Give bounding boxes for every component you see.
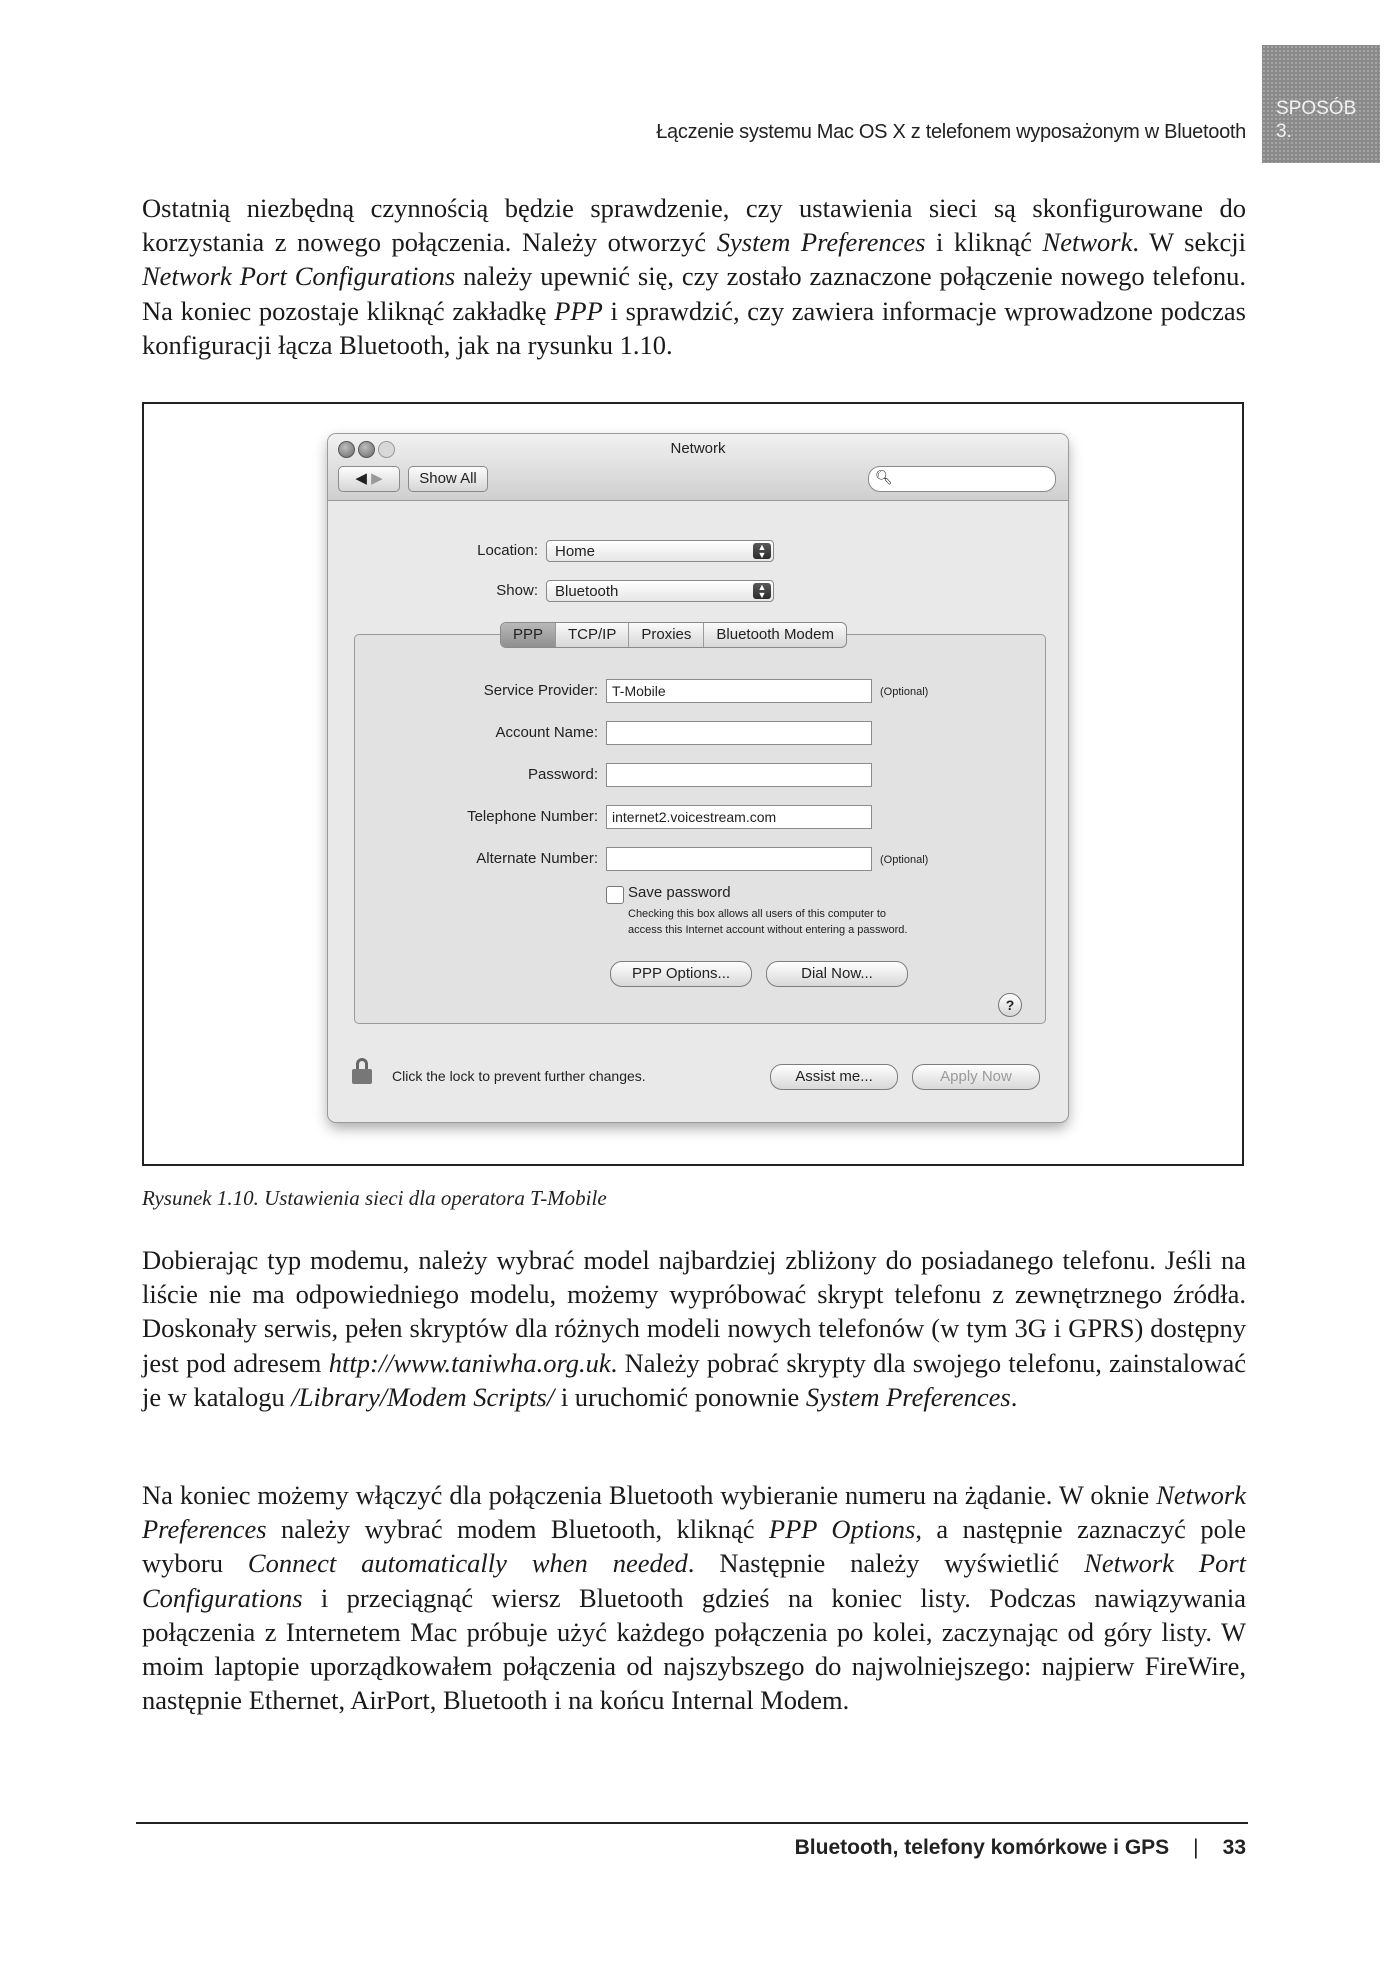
lock-icon[interactable] bbox=[352, 1058, 374, 1084]
italic-term: PPP bbox=[554, 295, 603, 326]
ppp-options-button[interactable]: PPP Options... bbox=[610, 961, 752, 987]
text-run: Na koniec możemy włączyć dla połączenia Bluetooth wybieranie numeru na żądanie. W oknie bbox=[142, 1480, 1157, 1510]
text-run: i przeciągnąć wiersz Bluetooth gdzieś na koniec listy. Podczas nawiązywania połączenia z Internetem Mac próbuje użyć każdego połączenia po kolei, zaczynając od góry listy. W moim laptopie uporządkowałem połączenia od najszybszego do najwolniejszego: najpierw FireWire, następnie Ethernet, AirPort, Bluetooth i na końcu Internal Modem. bbox=[142, 1582, 1246, 1716]
running-header: Łączenie systemu Mac OS X z telefonem wyposażonym w Bluetooth bbox=[656, 121, 1246, 143]
assist-me-button[interactable]: Assist me... bbox=[770, 1064, 898, 1090]
account-name-label: Account Name: bbox=[495, 724, 598, 741]
page-footer bbox=[795, 1836, 1246, 1860]
back-forward-button[interactable] bbox=[338, 466, 400, 492]
text-run: i kliknąć bbox=[925, 227, 1043, 258]
text-run: i sprawdzić, czy zawiera informacje wprowadzone podczas konfiguracji łącza Bluetooth, jak na rysunku 1.10. bbox=[142, 295, 1246, 360]
location-label: Location: bbox=[477, 542, 538, 559]
password-field[interactable] bbox=[606, 763, 872, 787]
location-select[interactable] bbox=[546, 540, 774, 562]
telephone-number-field[interactable]: internet2.voicestream.com bbox=[606, 805, 872, 829]
italic-term: System Preferences bbox=[805, 1381, 1011, 1412]
footer-rule bbox=[136, 1822, 1248, 1824]
updown-arrows-icon: ▲ ▼ bbox=[753, 543, 771, 559]
tab-bluetooth-modem[interactable]: Bluetooth Modem bbox=[716, 626, 834, 643]
tab-bar bbox=[500, 622, 847, 648]
alternate-number-field[interactable] bbox=[606, 847, 872, 871]
help-button[interactable]: ? bbox=[998, 993, 1022, 1017]
save-password-note-line: Checking this box allows all users of this computer to bbox=[628, 908, 887, 920]
paragraph-modem bbox=[142, 1243, 1246, 1414]
chapter-tab bbox=[1262, 45, 1380, 163]
italic-term: Network Port Configurations bbox=[142, 1548, 1247, 1613]
search-input[interactable] bbox=[868, 466, 1056, 492]
figure-caption: Rysunek 1.10. Ustawienia sieci dla operatora T-Mobile bbox=[142, 1186, 607, 1210]
text-run: i uruchomić ponownie bbox=[554, 1381, 806, 1412]
updown-arrows-icon: ▲ ▼ bbox=[753, 583, 771, 599]
window-toolbar bbox=[328, 434, 1068, 501]
tab-tcpip[interactable]: TCP/IP bbox=[556, 623, 629, 647]
show-label: Show: bbox=[496, 582, 538, 599]
service-provider-label: Service Provider: bbox=[483, 682, 598, 699]
italic-term: http://www.taniwha.org.uk bbox=[328, 1347, 611, 1378]
telephone-number-label: Telephone Number: bbox=[467, 808, 598, 825]
back-arrow-icon[interactable]: ◀ bbox=[355, 470, 367, 487]
save-password-checkbox[interactable] bbox=[606, 886, 624, 904]
italic-term: System Preferences bbox=[716, 227, 926, 258]
italic-term: Connect automatically when needed bbox=[247, 1548, 688, 1579]
location-value: Home bbox=[555, 543, 596, 560]
italic-term: Network bbox=[1042, 227, 1133, 258]
italic-term: Network Preferences bbox=[142, 1480, 1246, 1545]
save-password-label: Save password bbox=[628, 884, 731, 901]
save-password-note-line: access this Internet account without entering a password. bbox=[628, 924, 908, 936]
show-select[interactable] bbox=[546, 580, 774, 602]
text-run: . Należy pobrać skrypty dla swojego telefonu, zainstalować je w katalogu bbox=[142, 1347, 1246, 1412]
text-run: Dobierając typ modemu, należy wybrać model najbardziej zbliżony do posiadanego telefonu. Jeśli na liście nie ma odpowiedniego modelu, możemy wypróbować skrypt telefonu z zewnętrznego źródła. Doskonały serwis, pełen skryptów dla różnych modeli nowych telefonów (w tym 3G i GPRS) dostępny jest pod adresem bbox=[142, 1245, 1246, 1378]
paragraph-intro bbox=[142, 191, 1246, 362]
page-number: 33 bbox=[1222, 1836, 1246, 1859]
text-run: należy upewnić się, czy zostało zaznaczone połączenie nowego telefonu. Na koniec pozostaje kliknąć zakładkę bbox=[142, 261, 1246, 326]
alternate-number-label: Alternate Number: bbox=[476, 850, 598, 867]
account-name-field[interactable] bbox=[606, 721, 872, 745]
network-preferences-window bbox=[328, 434, 1068, 1122]
service-provider-field[interactable]: T-Mobile bbox=[606, 679, 872, 703]
apply-now-button[interactable]: Apply Now bbox=[912, 1064, 1040, 1090]
footer-separator: | bbox=[1193, 1836, 1199, 1859]
forward-arrow-icon[interactable]: ▶ bbox=[371, 470, 383, 487]
text-run: należy wybrać modem Bluetooth, kliknąć bbox=[266, 1514, 769, 1545]
dial-now-button[interactable]: Dial Now... bbox=[766, 961, 908, 987]
tab-proxies[interactable]: Proxies bbox=[629, 623, 704, 647]
italic-term: /Library/Modem Scripts/ bbox=[291, 1381, 555, 1412]
window-title: Network bbox=[670, 440, 726, 457]
text-run: Ostatnią niezbędną czynnością będzie sprawdzenie, czy ustawienia sieci są skonfigurowane do korzystania z nowego połączenia. Należy otworzyć bbox=[142, 193, 1246, 258]
lock-message: Click the lock to prevent further changes. bbox=[392, 1068, 646, 1084]
show-all-button[interactable]: Show All bbox=[408, 466, 488, 492]
save-password-note bbox=[628, 906, 907, 938]
text-run: . Następnie należy wyświetlić bbox=[687, 1548, 1085, 1579]
italic-term: Network Port Configurations bbox=[142, 261, 456, 292]
tab-ppp[interactable]: PPP bbox=[501, 623, 556, 647]
password-label: Password: bbox=[527, 766, 598, 783]
optional-note: (Optional) bbox=[880, 854, 929, 866]
figure-frame bbox=[142, 402, 1244, 1166]
show-value: Bluetooth bbox=[555, 583, 619, 600]
chapter-number: 3. bbox=[1276, 121, 1292, 142]
book-title: Bluetooth, telefony komórkowe i GPS bbox=[794, 1836, 1170, 1859]
search-icon: 🔍︎ bbox=[875, 469, 893, 485]
optional-note: (Optional) bbox=[880, 686, 929, 698]
italic-term: PPP Options bbox=[768, 1514, 916, 1545]
text-run: . W sekcji bbox=[1132, 227, 1246, 258]
text-run: , a następnie zaznaczyć pole wyboru bbox=[142, 1514, 1246, 1579]
paragraph-dial-on-demand bbox=[142, 1478, 1246, 1717]
text-run: . bbox=[1010, 1381, 1018, 1412]
chapter-label: SPOSÓB bbox=[1276, 98, 1357, 119]
